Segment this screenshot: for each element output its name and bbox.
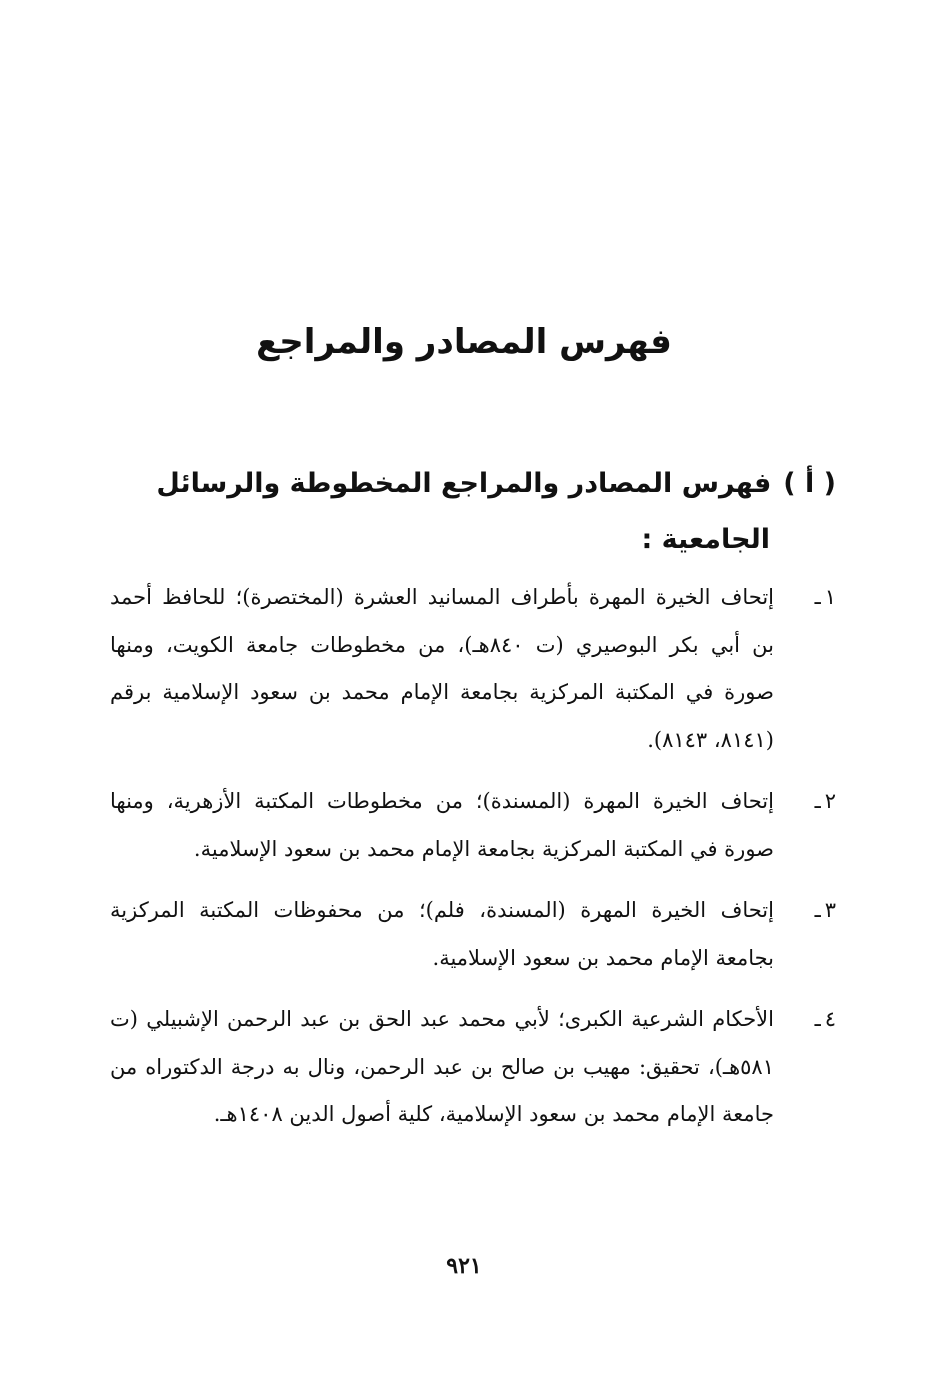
page-title: فهرس المصادر والمراجع: [256, 322, 672, 362]
page-number: ٩٢١: [446, 1253, 482, 1279]
bibliography-entry: [110, 887, 836, 982]
bibliography-list: [110, 574, 836, 1153]
section-heading-line1: فهرس المصادر والمراجع المخطوطة والرسائل: [156, 468, 772, 499]
entry-text: إتحاف الخيرة المهرة بأطراف المسانيد العشرة (المختصرة)؛ للحافظ أحمد بن أبي بكر البوصيري (ت ٨٤٠هـ)، من مخطوطات جامعة الكويت، ومنها صورة في المكتبة المركزية بجامعة الإمام محمد بن سعود الإسلامية برقم (٨١٤١، ٨١٤٣).: [110, 585, 774, 752]
bibliography-entry: [110, 996, 836, 1139]
bibliography-entry: [110, 574, 836, 764]
section-heading-line2: الجامعية :: [641, 524, 770, 555]
entry-number: ٢ـ: [814, 789, 836, 813]
entry-number: ٤ـ: [814, 1007, 836, 1031]
entry-text: الأحكام الشرعية الكبرى؛ لأبي محمد عبد الحق بن عبد الرحمن الإشبيلي (ت ٥٨١هـ)، تحقيق: مهيب بن صالح بن عبد الرحمن، ونال به درجة الدكتوراه من جامعة الإمام محمد بن سعود الإسلامية، كلية أصول الدين ١٤٠٨هـ.: [110, 1007, 774, 1126]
bibliography-entry: [110, 778, 836, 873]
section-marker: ( أ ): [783, 468, 836, 499]
entry-text: إتحاف الخيرة المهرة (المسندة)؛ من مخطوطات المكتبة الأزهرية، ومنها صورة في المكتبة المركزية بجامعة الإمام محمد بن سعود الإسلامية.: [110, 789, 774, 861]
entry-number: ٣ـ: [814, 898, 836, 922]
entry-text: إتحاف الخيرة المهرة (المسندة، فلم)؛ من محفوظات المكتبة المركزية بجامعة الإمام محمد بن سعود الإسلامية.: [110, 898, 774, 970]
entry-number: ١ـ: [814, 585, 836, 609]
section-heading: [110, 456, 836, 568]
